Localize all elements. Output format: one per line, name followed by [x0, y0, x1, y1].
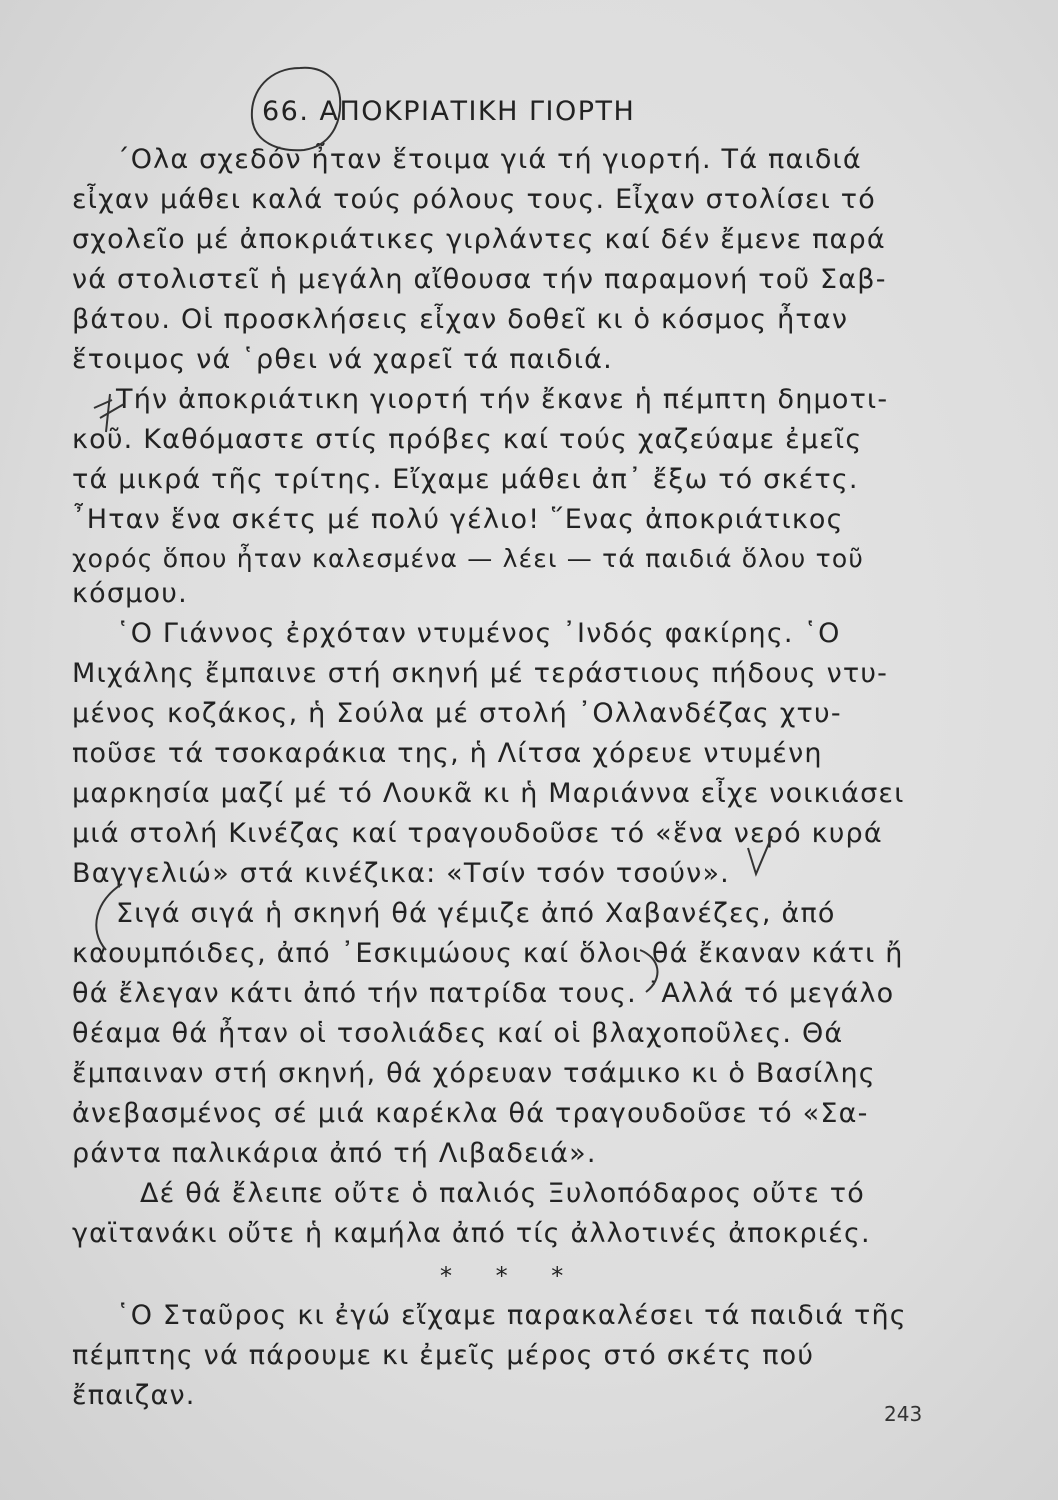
text-line: μιά στολή Κινέζας καί τραγουδοῦσε τό «ἕνα νερό κυρά — [72, 818, 883, 849]
text-line: ἔπαιζαν. — [72, 1380, 196, 1411]
text-line: θά ἔλεγαν κάτι ἀπό τήν πατρίδα τους. ᾿Αλλά τό μεγάλο — [72, 978, 895, 1009]
text-line: νά στολιστεῖ ἡ μεγάλη αἴθουσα τήν παραμονή τοῦ Σαβ- — [72, 264, 887, 295]
text-line: ράντα παλικάρια ἀπό τή Λιβαδειά». — [72, 1138, 597, 1169]
text-line: τά μικρά τῆς τρίτης. Εἴχαμε μάθει ἀπ᾽ ἔξω τό σκέτς. — [72, 464, 859, 495]
text-line: Τήν ἀποκριάτικη γιορτή τήν ἔκανε ἡ πέμπτη δημοτι- — [116, 384, 889, 415]
text-line: μένος κοζάκος, ἡ Σούλα μέ στολή ᾿Ολλανδέζας χτυ- — [72, 698, 842, 729]
text-line: κόσμου. — [72, 578, 188, 609]
text-line: χορός ὅπου ἦταν καλεσμένα — λέει — τά παιδιά ὅλου τοῦ — [72, 544, 865, 573]
text-line: γαϊτανάκι οὔτε ἡ καμήλα ἀπό τίς ἀλλοτινές ἀποκριές. — [72, 1218, 871, 1249]
section-separator: * * * — [440, 1262, 582, 1290]
text-line: θέαμα θά ἦταν οἱ τσολιάδες καί οἱ βλαχοποῦλες. Θά — [72, 1018, 844, 1049]
text-line: Δέ θά ἔλειπε οὔτε ὁ παλιός Ξυλοπόδαρος οὔτε τό — [140, 1178, 865, 1209]
text-line: βάτου. Οἱ προσκλήσεις εἶχαν δοθεῖ κι ὁ κόσμος ἦταν — [72, 304, 849, 335]
text-line: καουμπόιδες, ἀπό ᾿Εσκιμώους καί ὅλοι θά ἔκαναν κάτι ἤ — [72, 938, 904, 969]
text-line: μαρκησία μαζί μέ τό Λουκᾶ κι ἡ Μαριάννα εἶχε νοικιάσει — [72, 778, 905, 809]
page-number: 243 — [884, 1402, 923, 1426]
text-line: Μιχάλης ἔμπαινε στή σκηνή μέ τεράστιους πήδους ντυ- — [72, 658, 889, 689]
text-line: ῏Ηταν ἕνα σκέτς μέ πολύ γέλιο! ῞Ενας ἀποκριάτικος — [72, 504, 844, 535]
text-line: κοῦ. Καθόμαστε στίς πρόβες καί τούς χαζεύαμε ἐμεῖς — [72, 424, 863, 455]
chapter-title: 66. ΑΠΟΚΡΙΑΤΙΚΗ ΓΙΟΡΤΗ — [262, 96, 636, 127]
text-line: ῾Ο Γιάννος ἐρχόταν ντυμένος ᾿Ινδός φακίρης. ῾Ο — [116, 618, 841, 649]
text-line: ΄Ολα σχεδόν ἦταν ἕτοιμα γιά τή γιορτή. Τά παιδιά — [116, 144, 862, 175]
text-line: Σιγά σιγά ἡ σκηνή θά γέμιζε ἀπό Χαβανέζες, ἀπό — [116, 898, 836, 929]
text-line: σχολεῖο μέ ἀποκριάτικες γιρλάντες καί δέν ἔμενε παρά — [72, 224, 886, 255]
text-line: πέμπτης νά πάρουμε κι ἐμεῖς μέρος στό σκέτς πού — [72, 1340, 815, 1371]
text-line: ἔμπαιναν στή σκηνή, θά χόρευαν τσάμικο κι ὁ Βασίλης — [72, 1058, 876, 1089]
text-line: ῾Ο Σταῦρος κι ἐγώ εἴχαμε παρακαλέσει τά παιδιά τῆς — [116, 1300, 907, 1331]
text-line: Βαγγελιώ» στά κινέζικα: «Τσίν τσόν τσούν». — [72, 858, 730, 889]
text-line: ἀνεβασμένος σέ μιά καρέκλα θά τραγουδοῦσε τό «Σα- — [72, 1098, 869, 1129]
text-line: ἕτοιμος νά ῾ρθει νά χαρεῖ τά παιδιά. — [72, 344, 613, 375]
text-line: ποῦσε τά τσοκαράκια της, ἡ Λίτσα χόρευε ντυμένη — [72, 738, 823, 769]
text-line: εἶχαν μάθει καλά τούς ρόλους τους. Εἶχαν στολίσει τό — [72, 184, 876, 215]
